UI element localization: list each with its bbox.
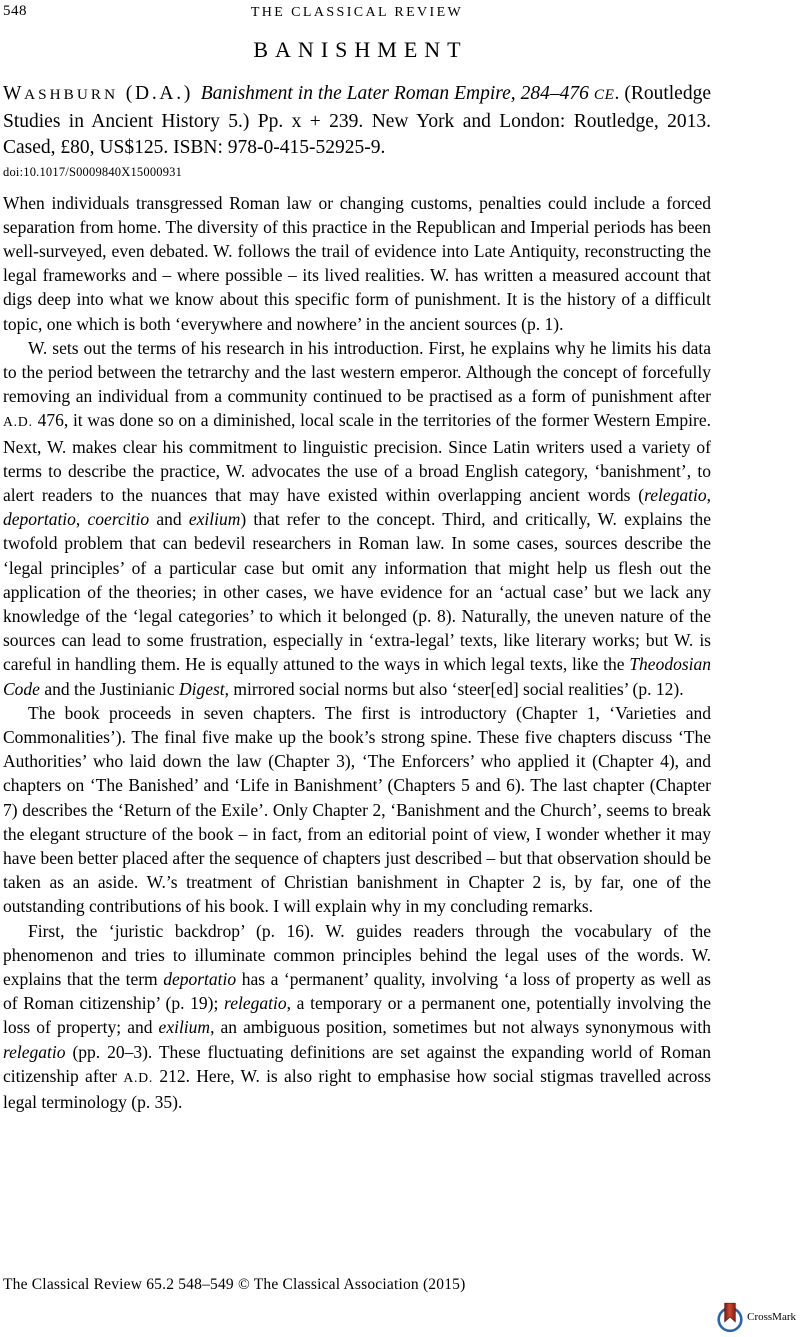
text-run: deportatio — [163, 969, 237, 989]
review-paragraph — [3, 701, 711, 919]
text-run: (D.A.) — [118, 83, 201, 104]
running-head-row — [3, 2, 711, 24]
text-run: The book proceeds in seven chapters. The first is introductory (Chapter 1, ‘Varieties and Commonalities’). The final five make up the book’s strong spine. These five chapters discuss ‘The Authorities’ who laid down the law (Chapter 3), ‘The Enforcers’ who applied it (Chapter 4), and chapters on ‘The Banished’ and ‘Life in Banishment’ (Chapters 5 and 6). The last chapter (Chapter 7) describes the ‘Return of the Exile’. Only Chapter 2, ‘Banishment and the Church’, seems to break the elegant structure of the book – in fact, from an editorial point of view, I wonder whether it may have been better placed after the sequence of chapters just described – but that observation should be taken as an aside. W.’s treatment of Christian banishment in Chapter 2 is, by far, one of the outstanding contributions of his book. I will explain why in my concluding remarks. — [3, 702, 711, 917]
review-body — [3, 191, 711, 1115]
page-content — [3, 0, 711, 1114]
review-paragraph — [3, 919, 711, 1115]
text-run: ) that refer to the concept. Third, and critically, W. explains the twofold problem that can bedevil researchers in Roman law. In some cases, sources describe the ‘legal principles’ of a particular case but omit any information that might help us flesh out the application of the theories; in other cases, we have evidence for an ‘actual case’ but we lack any knowledge of the ‘legal categories’ to which it belonged (p. 8). Naturally, the uneven nature of the sources can lead to some frustration, especially in ‘extra-legal’ texts, like literary works; but W. is careful in handling them. He is equally attuned to the ways in which legal texts, like the — [3, 509, 712, 675]
crossmark-badge[interactable] — [715, 1301, 796, 1333]
text-run: deportatio — [3, 509, 76, 530]
text-run: . (Routledge Studies in Ancient History 5.) Pp. x + 239. New York and London: Routledge, 2013. Cased, £80, US$125. ISBN: 978-0-415-52925-9. — [3, 83, 711, 158]
text-run: has a ‘permanent’ quality, involving ‘a loss of property as well as of Roman citizenship’ (p. 19); — [3, 969, 711, 1014]
text-run: ASHBURN — [24, 86, 119, 103]
text-run: , a temporary or a permanent one, potentially involving the loss of property; and — [3, 993, 711, 1038]
text-run: relegatio — [644, 484, 707, 505]
text-run: When individuals transgressed Roman law or changing customs, penalties could include a forced separation from home. The diversity of this practice in the Republican and Imperial periods has been well-surveyed, even debated. W. follows the trail of evidence into Late Antiquity, reconstructing the legal frameworks and – where possible – its lived realities. W. has written a measured account that digs deep into what we know about this specific form of punishment. It is the history of a difficult topic, one which is both ‘everywhere and nowhere’ in the ancient sources (p. 1). — [3, 192, 711, 334]
text-run: 212. Here, W. is also right to emphasise how social stigmas travelled across legal terminology (p. 35). — [3, 1065, 711, 1113]
text-run: coercitio — [87, 509, 150, 530]
text-run: A.D. — [123, 1069, 154, 1085]
journal-running-header: THE CLASSICAL REVIEW — [250, 5, 464, 20]
doi-line: doi:10.1017/S0009840X15000931 — [3, 164, 183, 179]
text-run: exilium — [188, 509, 241, 530]
text-run: A.D. — [3, 414, 33, 430]
text-run: Theodosian Code — [3, 654, 711, 699]
crossmark-icon — [715, 1301, 745, 1333]
crossmark-label: CrossMark — [747, 1311, 796, 1323]
text-run: , — [706, 484, 711, 505]
text-run: and — [149, 509, 189, 530]
text-run: exilium — [158, 1017, 211, 1038]
text-run: First, the ‘juristic backdrop’ (p. 16). W. guides readers through the vocabulary of the phenomenon and tries to illuminate common principles behind the legal uses of the words. W. explains that the term — [3, 920, 711, 989]
book-citation — [3, 81, 711, 162]
page-footer: The Classical Review 65.2 548–549 © The Classical Association (2015) — [3, 1276, 466, 1293]
text-run: W — [3, 83, 25, 104]
text-run: relegatio — [224, 993, 287, 1014]
review-paragraph — [3, 336, 711, 701]
page-number: 548 — [3, 3, 27, 19]
review-paragraph — [3, 191, 711, 336]
text-run: relegatio — [3, 1041, 66, 1062]
text-run: , mirrored social norms but also ‘steer[ed] social realities’ (p. 12). — [224, 678, 684, 699]
text-run: CE — [593, 86, 615, 103]
article-title: BANISHMENT — [253, 37, 468, 62]
text-run: Banishment in the Later Roman Empire, 284–476 — [200, 83, 594, 104]
text-run: and the Justinianic — [39, 678, 179, 699]
text-run: (pp. 20–3). These fluctuating definitions are set against the expanding world of Roman citizenship after — [3, 1041, 711, 1086]
text-run: W. sets out the terms of his research in his introduction. First, he explains why he limits his data to the period between the tetrarchy and the last western emperor. Although the concept of forcefully removing an individual from a community continued to be practised as a form of punishment after — [3, 337, 711, 407]
text-run: Digest — [178, 678, 225, 699]
text-run: 476, it was done so on a diminished, local scale in the territories of the former Western Empire. Next, W. makes clear his commitment to linguistic precision. Since Latin writers used a variety of terms to describe the practice, W. advocates the use of a broad English category, ‘banishment’, to alert readers to the nuances that may have existed within overlapping ancient words ( — [3, 410, 711, 505]
text-run: , an ambiguous position, sometimes but not always synonymous with — [210, 1017, 711, 1038]
text-run: , — [75, 509, 88, 530]
